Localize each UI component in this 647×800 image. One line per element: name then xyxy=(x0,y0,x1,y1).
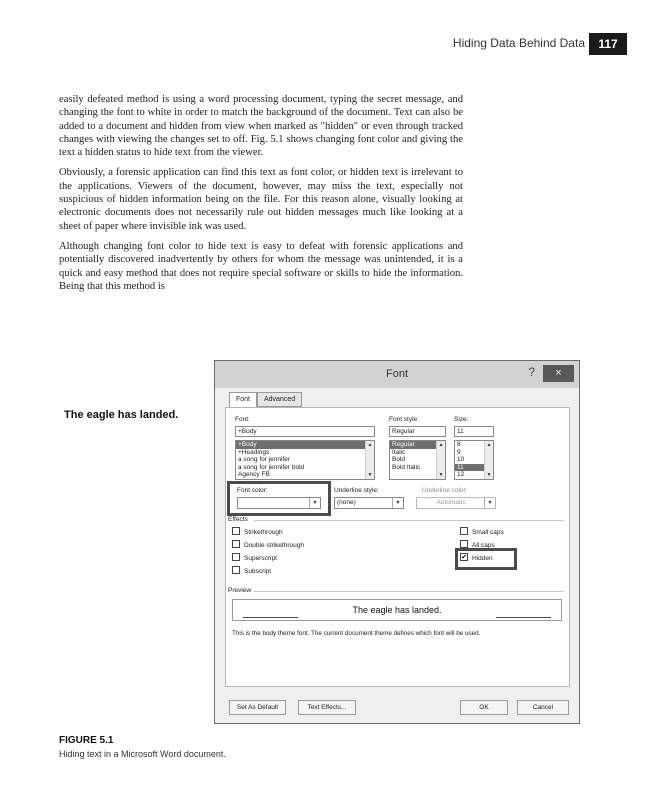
list-item[interactable]: a song for jennifer xyxy=(238,456,291,463)
checkbox-label: Subscript xyxy=(244,568,272,575)
list-item[interactable]: Italic xyxy=(392,448,406,456)
scroll-up-icon[interactable]: ▲ xyxy=(367,442,373,448)
tab-font[interactable]: Font xyxy=(229,392,257,408)
scrollbar[interactable] xyxy=(365,441,374,479)
scrollbar[interactable] xyxy=(484,441,493,479)
scroll-up-icon[interactable]: ▲ xyxy=(486,442,492,448)
dialog-title: Font xyxy=(385,368,408,380)
running-head xyxy=(0,33,647,55)
ok-button[interactable]: OK xyxy=(460,700,508,715)
preview-divider xyxy=(254,591,564,592)
page-number: 117 xyxy=(589,33,627,55)
checkbox-label: Small caps xyxy=(472,529,504,536)
scrollbar[interactable] xyxy=(436,441,445,479)
font-tab-panel xyxy=(225,407,570,687)
running-title: Hiding Data Behind Data xyxy=(452,36,585,50)
superscript-checkbox[interactable] xyxy=(232,554,277,564)
preview-label: Preview xyxy=(228,587,252,594)
effects-label: Effects xyxy=(228,516,248,523)
scroll-down-icon[interactable]: ▼ xyxy=(438,472,444,478)
checkbox-box[interactable] xyxy=(460,527,468,535)
double-strikethrough-checkbox[interactable] xyxy=(232,541,304,551)
size-input[interactable]: 11 xyxy=(454,426,494,437)
chevron-down-icon[interactable]: ▼ xyxy=(392,498,403,508)
font-label: Font: xyxy=(235,416,250,423)
figure-caption xyxy=(59,735,226,759)
preview-line-left xyxy=(243,617,298,618)
chevron-down-icon[interactable]: ▼ xyxy=(309,498,320,508)
figure-label: FIGURE 5.1 xyxy=(59,735,114,746)
highlight-box-font-color xyxy=(227,481,331,516)
scroll-up-icon[interactable]: ▲ xyxy=(438,442,444,448)
font-dialog xyxy=(214,360,580,724)
checkbox-label: All caps xyxy=(472,542,495,549)
checkbox-box[interactable] xyxy=(232,527,240,535)
font-color-label: Font color: xyxy=(237,487,268,494)
dialog-titlebar xyxy=(215,361,579,388)
checkbox-label: Superscript xyxy=(244,555,277,562)
paragraph: easily defeated method is using a word processing document, typing the secret message, and changing the font to white in order to match the background of the document. Text can also be added to a document and hidden from view when marked as "hidden" or even through tracked changes with viewing the changes set to off. Fig. 5.1 shows changing font color and giving the text a hidden status to hide text from the viewer. xyxy=(59,94,463,159)
scroll-down-icon[interactable]: ▼ xyxy=(367,472,373,478)
cancel-button[interactable]: Cancel xyxy=(517,700,569,715)
preview-line-right xyxy=(496,617,551,618)
list-item[interactable]: +Headings xyxy=(238,448,270,456)
underline-color-value: Automatic xyxy=(436,499,466,506)
underline-style-value: (none) xyxy=(337,499,356,506)
help-icon[interactable]: ? xyxy=(528,365,535,379)
checkbox-label: Double strikethrough xyxy=(244,542,304,549)
highlight-box-hidden xyxy=(455,548,517,570)
close-button[interactable]: × xyxy=(543,365,574,382)
checkbox-label: Hidden xyxy=(472,555,493,562)
list-item[interactable]: 8 xyxy=(457,441,461,448)
list-item[interactable]: Bold xyxy=(392,456,406,463)
document-sample-text: The eagle has landed. xyxy=(64,409,179,421)
font-style-input[interactable]: Regular xyxy=(389,426,446,437)
list-item[interactable]: Regular xyxy=(390,441,445,449)
size-list[interactable] xyxy=(454,440,494,480)
theme-note: This is the body theme font. The current document theme defines which font will be used. xyxy=(232,630,481,637)
checkbox-box[interactable] xyxy=(232,566,240,574)
font-style-label: Font style: xyxy=(389,416,419,423)
list-item[interactable]: Bold Italic xyxy=(392,463,421,471)
paragraph: Obviously, a forensic application can find this text as font color, or hidden text is irrelevant to the applications. Viewers of the document, however, may miss the text, especially not suspicious of hidden information being on the file. For this reason alone, visually looking at electronic documents does not necessarily rule out hidden messages much like looking at a sheet of paper where invisible ink was used. xyxy=(59,167,463,232)
checkbox-box[interactable] xyxy=(232,540,240,548)
underline-color-label: Underline color: xyxy=(422,487,468,494)
list-item[interactable]: a song for jennifer bold xyxy=(238,463,305,471)
scroll-down-icon[interactable]: ▼ xyxy=(486,472,492,478)
list-item[interactable]: Agency FB xyxy=(238,471,270,478)
preview-box xyxy=(232,599,562,621)
list-item[interactable]: 11 xyxy=(455,464,493,472)
underline-color-select xyxy=(416,497,496,509)
underline-style-label: Underline style: xyxy=(334,487,379,494)
font-style-list[interactable] xyxy=(389,440,446,480)
figure-caption-text: Hiding text in a Microsoft Word document. xyxy=(59,749,226,759)
list-item[interactable]: 10 xyxy=(457,456,465,463)
underline-style-select[interactable] xyxy=(334,497,404,509)
chevron-down-icon: ▼ xyxy=(484,498,495,508)
list-item[interactable]: 12 xyxy=(457,471,465,478)
small-caps-checkbox[interactable] xyxy=(460,528,504,538)
set-as-default-button[interactable]: Set As Default xyxy=(229,700,286,715)
list-item[interactable]: 9 xyxy=(457,448,461,456)
font-list[interactable] xyxy=(235,440,375,480)
body-text xyxy=(59,93,463,300)
preview-text: The eagle has landed. xyxy=(352,605,442,615)
tab-advanced[interactable]: Advanced xyxy=(257,392,302,407)
size-label: Size: xyxy=(454,416,469,423)
checkbox-label: Strikethrough xyxy=(244,529,283,536)
checkbox-box[interactable] xyxy=(232,553,240,561)
subscript-checkbox[interactable] xyxy=(232,567,271,577)
font-input[interactable]: +Body xyxy=(235,426,375,437)
paragraph: Although changing font color to hide text is easy to defeat with forensic applications and potentially discovered inadvertently by others for whom the message was unintended, it is a quick and easy method that does not require special software or skills to hide the information. Being that this method is xyxy=(59,240,463,292)
list-item[interactable]: +Body xyxy=(236,441,374,449)
effects-divider xyxy=(254,520,564,521)
strikethrough-checkbox[interactable] xyxy=(232,528,283,538)
check-icon[interactable]: ✔ xyxy=(461,554,467,562)
text-effects-button[interactable]: Text Effects... xyxy=(298,700,356,715)
